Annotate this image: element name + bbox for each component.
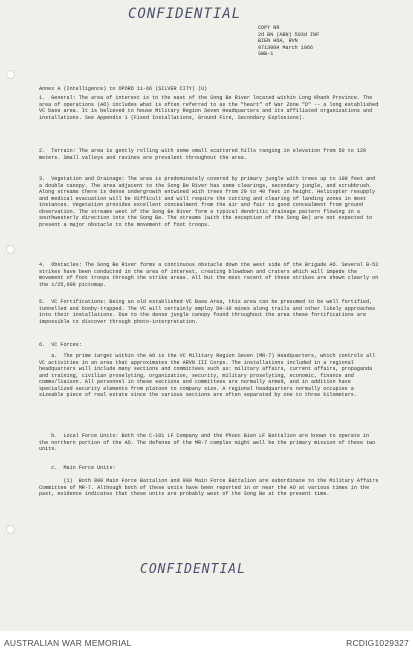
archive-credit: AUSTRALIAN WAR MEMORIAL (4, 638, 132, 648)
archive-record-id: RCDIG1029327 (346, 638, 409, 648)
annex-heading: Annex A (Intelligence) to OPORD 11-66 (SILVER CITY) (U) (39, 86, 208, 92)
paragraph-prime-target: a. The prime target within the AO is the VC Military Region Seven (MR-7) Headquarters, which controls all VC activities in an area that approximates the ARVN III Corps. The installations included in a regional headquarters will include many sections and committees such as: military affairs, current affairs, propaganda and training, civilian proselyting, organization, security, military proselyting, economic, finance and commo/liaison. All personnel in these sections and committees are normally armed, and in addition have specialized security elements from platoon to company size. A regional headquarters normally occupies a sizeable piece of real estate since the various sections are often separated by one to three kilometers. (39, 353, 379, 398)
paragraph-vc-fortifications: 5. VC Fortifications: Being an old established VC Base Area, this area can be presumed to be well fortified, tunnelled and booby-trapped. The VC will certainly employ DH-10 mines along trails and other likely approaches into their installations. Due to the dense jungle canopy found throughout the area these fortifications are impossible to discover through photo-interpretation. (39, 299, 379, 325)
confidential-stamp-top: CONFIDENTIAL (128, 6, 242, 22)
paragraph-obstacles: 4. Obstacles: The Song Be River forms a continuous obstacle down the west side of the Brigade AO. Several B-52 strikes have been conducted in the area of interest, creating blowdown and craters which will impede the movement of foot troops through the strike areas. All but the most recent of these strikes are shown clearly on the 1/25,000 pictomap. (39, 262, 382, 288)
paragraph-main-force-units: c. Main Force Units: (39, 465, 116, 471)
paragraph-general: 1. General: The area of interest is to the east of the Song Be River located within Long Khanh Province. The area of operations (AO) includes what is often referred to as the "heart" of War Zone "D" -- a long established VC base area. It is believed to house Military Region Seven Headquarters and its affiliated organizations and installations. See Appendix 1 (Fixed Installations, Ground Fire, Secondary Explosions). (39, 95, 382, 121)
binder-hole (6, 525, 15, 534)
copy-number-block: COPY NR 2d BN (ABN) 503d INF BIEN HOA, RVN 071300H March 1966 SWB-1 (258, 25, 320, 57)
confidential-stamp-bottom: CONFIDENTIAL (140, 562, 246, 577)
paragraph-main-force-battalions: (1) Both 800 Main Force Battalion and 900 Main Force Battalion are subordinate to the Military Affairs Committee of MR-7. Although both of these units have been reported in or near the AO at various times in the past, evidence indicates that these units are probably west of the Song Be at the present time. (39, 478, 382, 497)
paragraph-vegetation: 3. Vegetation and Drainage: The area is predominately covered by primary jungle with trees up to 100 feet and a double canopy. The area adjacent to the Song Be River has some clearings, secondary jungle, and scrubbrush. Along streams there is dense undergrowth entwined with trees from 20 to 40 feet in height. Helicopter resupply and medical evacuation will be difficult and will require the cutting and clearing of landing zones in most instances. Vegetation provides excellent concealment from the air and fair to good concealment from ground observation. The streams west of the Song Be River form a typical dendritic drainage pattern flowing in a southwesterly direction into the Song Be. The streams (with the exception of the Song Be) are not expected to present a major obstacle to the movement of foot troops. (39, 176, 379, 228)
paragraph-local-force-units: b. Local Force Units: Both the C-101 LF Company and the Phuoc Bien LF Battalion are known to operate in the northern portion of the AO. The defense of the MR-7 complex might well be the primary mission of these two units. (39, 433, 379, 452)
binder-hole (6, 245, 15, 254)
paragraph-vc-forces: 6. VC Forces: (39, 342, 82, 348)
paragraph-terrain: 2. Terrain: The area is gently rolling with some small scattered hills ranging in elevation from 50 to 120 meters. Small valleys and ravines are prevalent throughout the area. (39, 148, 370, 161)
binder-hole (6, 70, 15, 79)
